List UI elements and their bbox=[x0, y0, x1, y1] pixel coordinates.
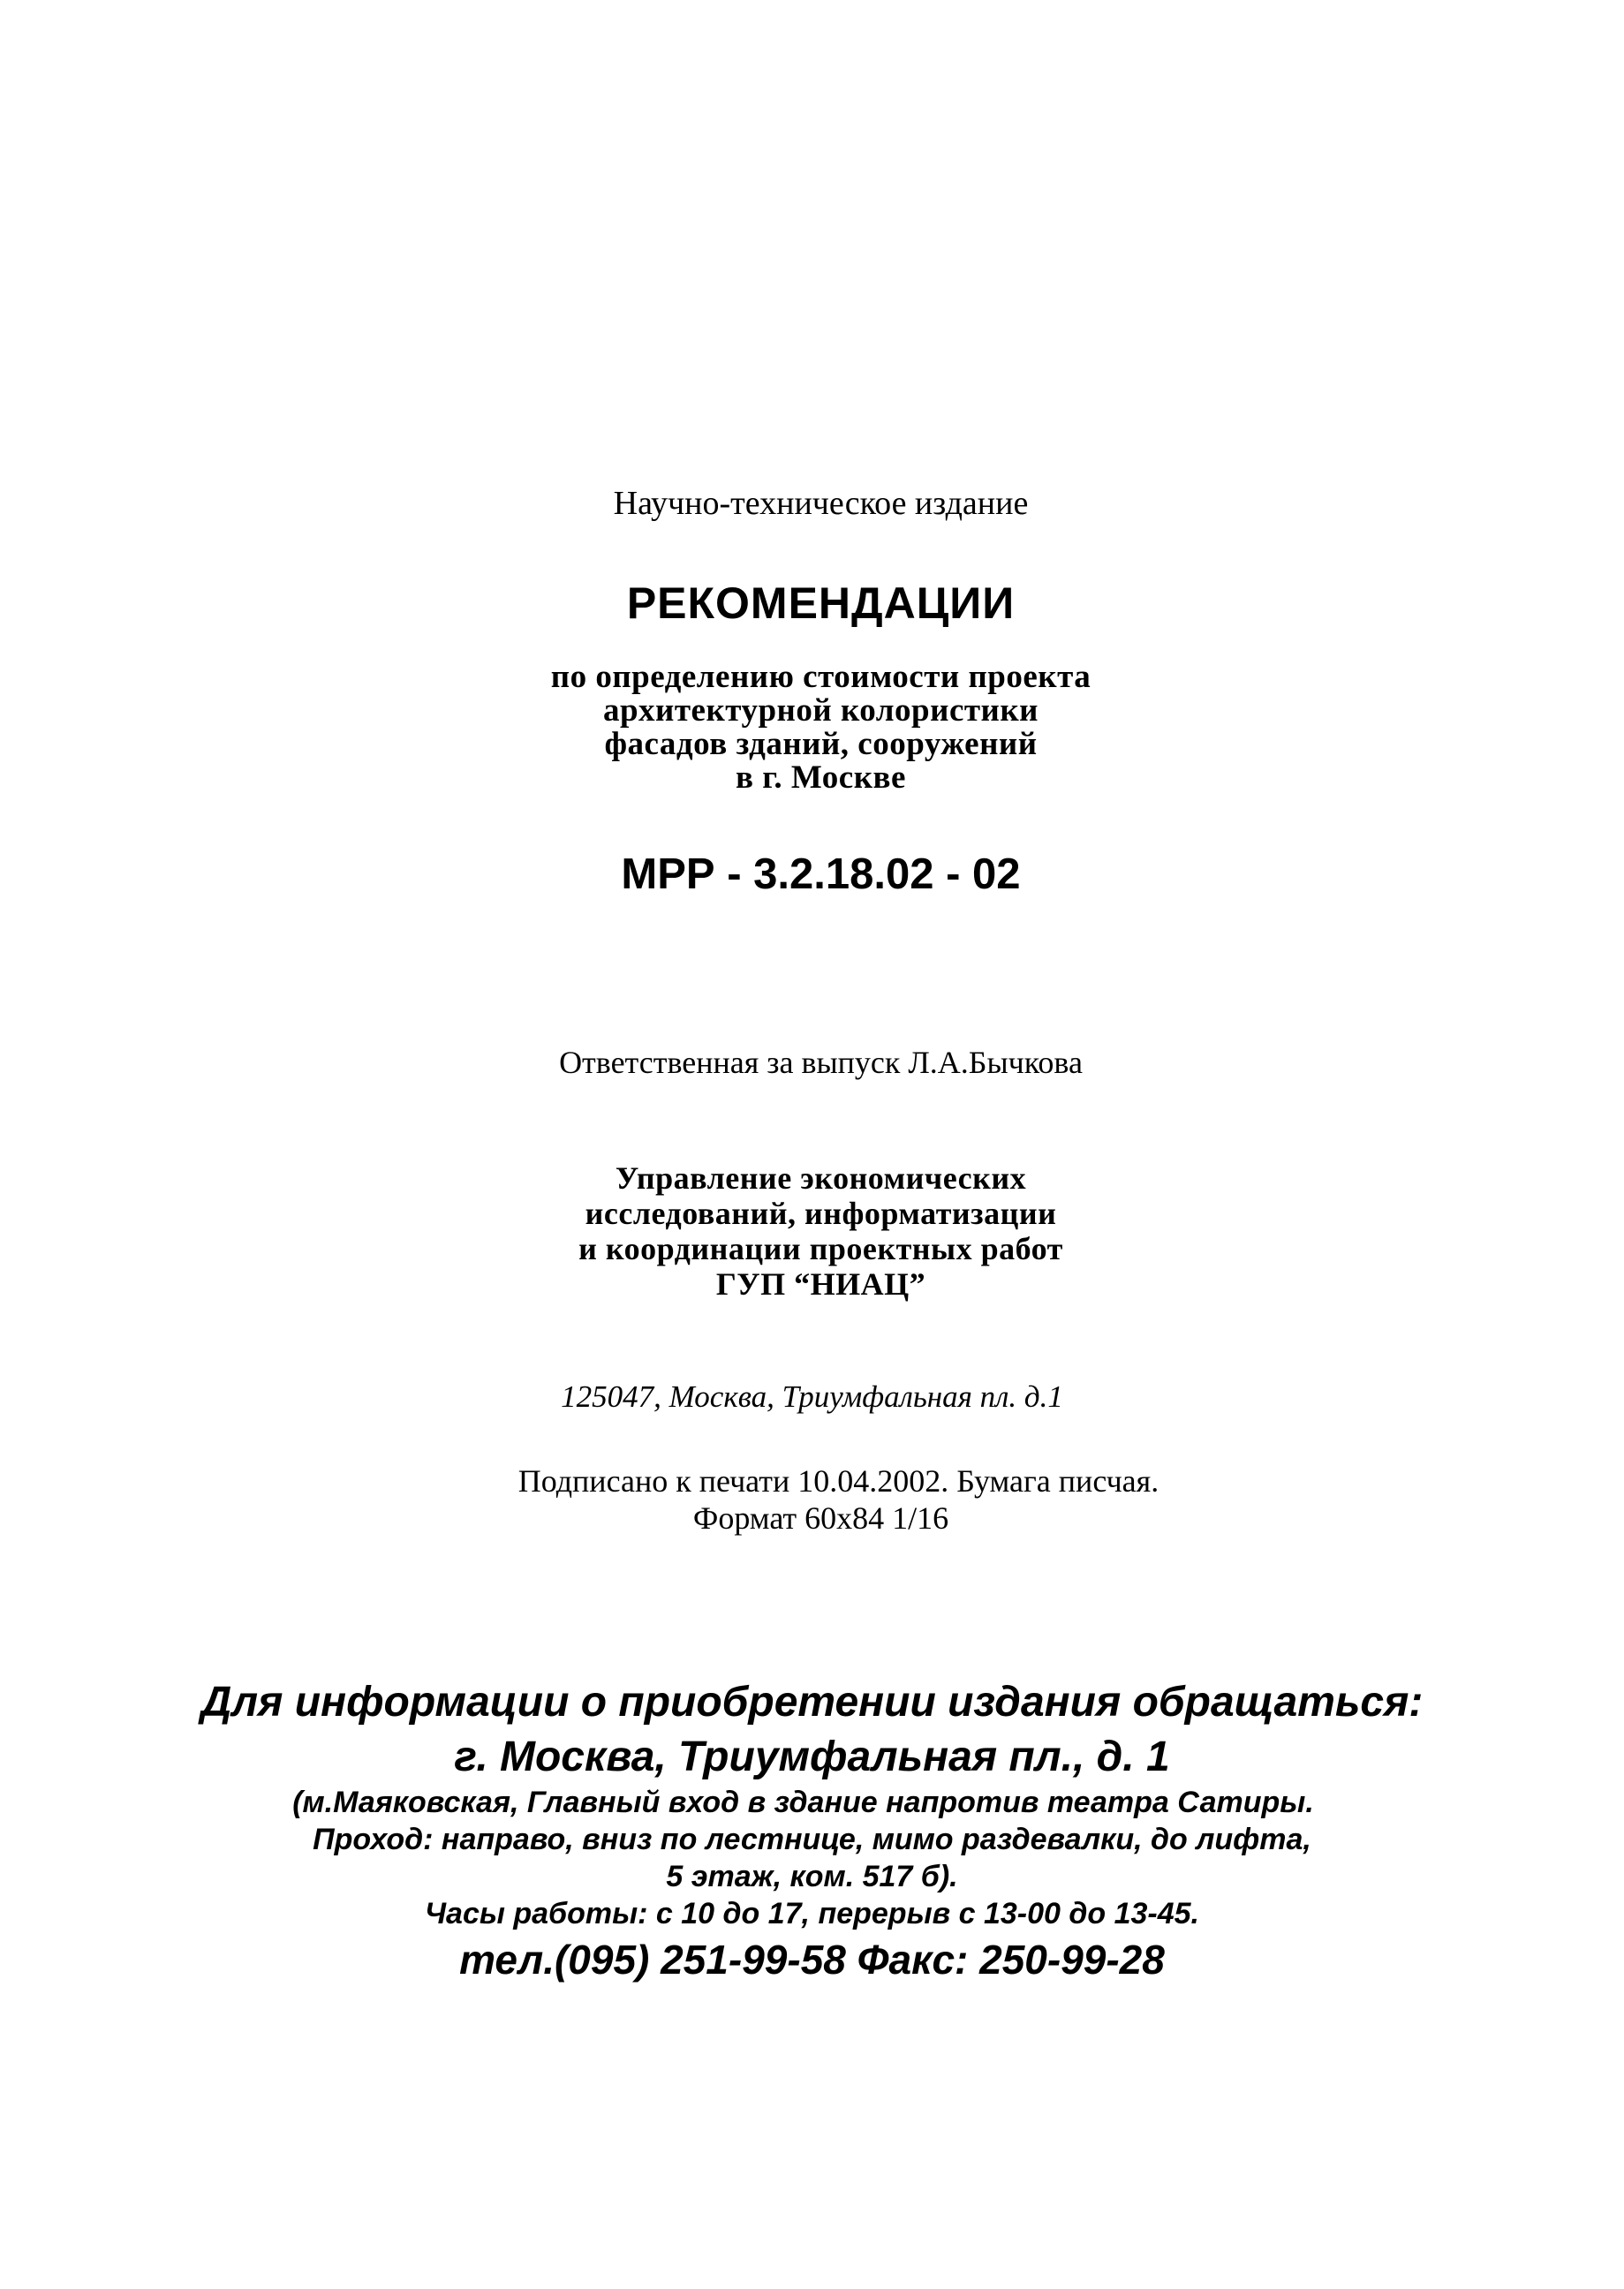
purchase-metro-directions: (м.Маяковская, Главный вход в здание напротив театра Сатиры. bbox=[292, 1786, 1314, 1819]
department-line: Управление экономических bbox=[615, 1160, 1027, 1196]
responsible-person: Ответственная за выпуск Л.А.Бычкова bbox=[559, 1045, 1083, 1080]
subtitle-line: архитектурной колористики bbox=[602, 692, 1039, 729]
purchase-address: г. Москва, Триумфальная пл., д. 1 bbox=[454, 1734, 1170, 1780]
purchase-info-heading: Для информации о приобретении издания обращаться: bbox=[200, 1679, 1424, 1726]
department-line: ГУП “НИАЦ” bbox=[715, 1266, 926, 1302]
purchase-floor-room: 5 этаж, ком. 517 б). bbox=[666, 1860, 958, 1893]
purchase-route-directions: Проход: направо, вниз по лестнице, мимо раздевалки, до лифта, bbox=[313, 1823, 1311, 1856]
print-signoff: Подписано к печати 10.04.2002. Бумага писчая. bbox=[517, 1463, 1159, 1499]
purchase-working-hours: Часы работы: с 10 до 17, перерыв с 13-00 до 13-45. bbox=[424, 1897, 1199, 1930]
document-code: МРР - 3.2.18.02 - 02 bbox=[621, 850, 1021, 898]
publisher-address: 125047, Москва, Триумфальная пл. д.1 bbox=[561, 1379, 1063, 1414]
department-line: и координации проектных работ bbox=[578, 1231, 1063, 1266]
department-line: исследований, информатизации bbox=[585, 1196, 1057, 1231]
document-title: РЕКОМЕНДАЦИИ bbox=[626, 578, 1016, 628]
purchase-phone-fax: тел.(095) 251-99-58 Факс: 250-99-28 bbox=[459, 1937, 1165, 1983]
subtitle-line: в г. Москве bbox=[736, 759, 906, 796]
paper-format: Формат 60х84 1/16 bbox=[692, 1500, 949, 1536]
subtitle-line: фасадов зданий, сооружений bbox=[604, 726, 1038, 762]
subtitle-line: по определению стоимости проекта bbox=[550, 659, 1091, 695]
edition-type: Научно-техническое издание bbox=[613, 485, 1029, 522]
